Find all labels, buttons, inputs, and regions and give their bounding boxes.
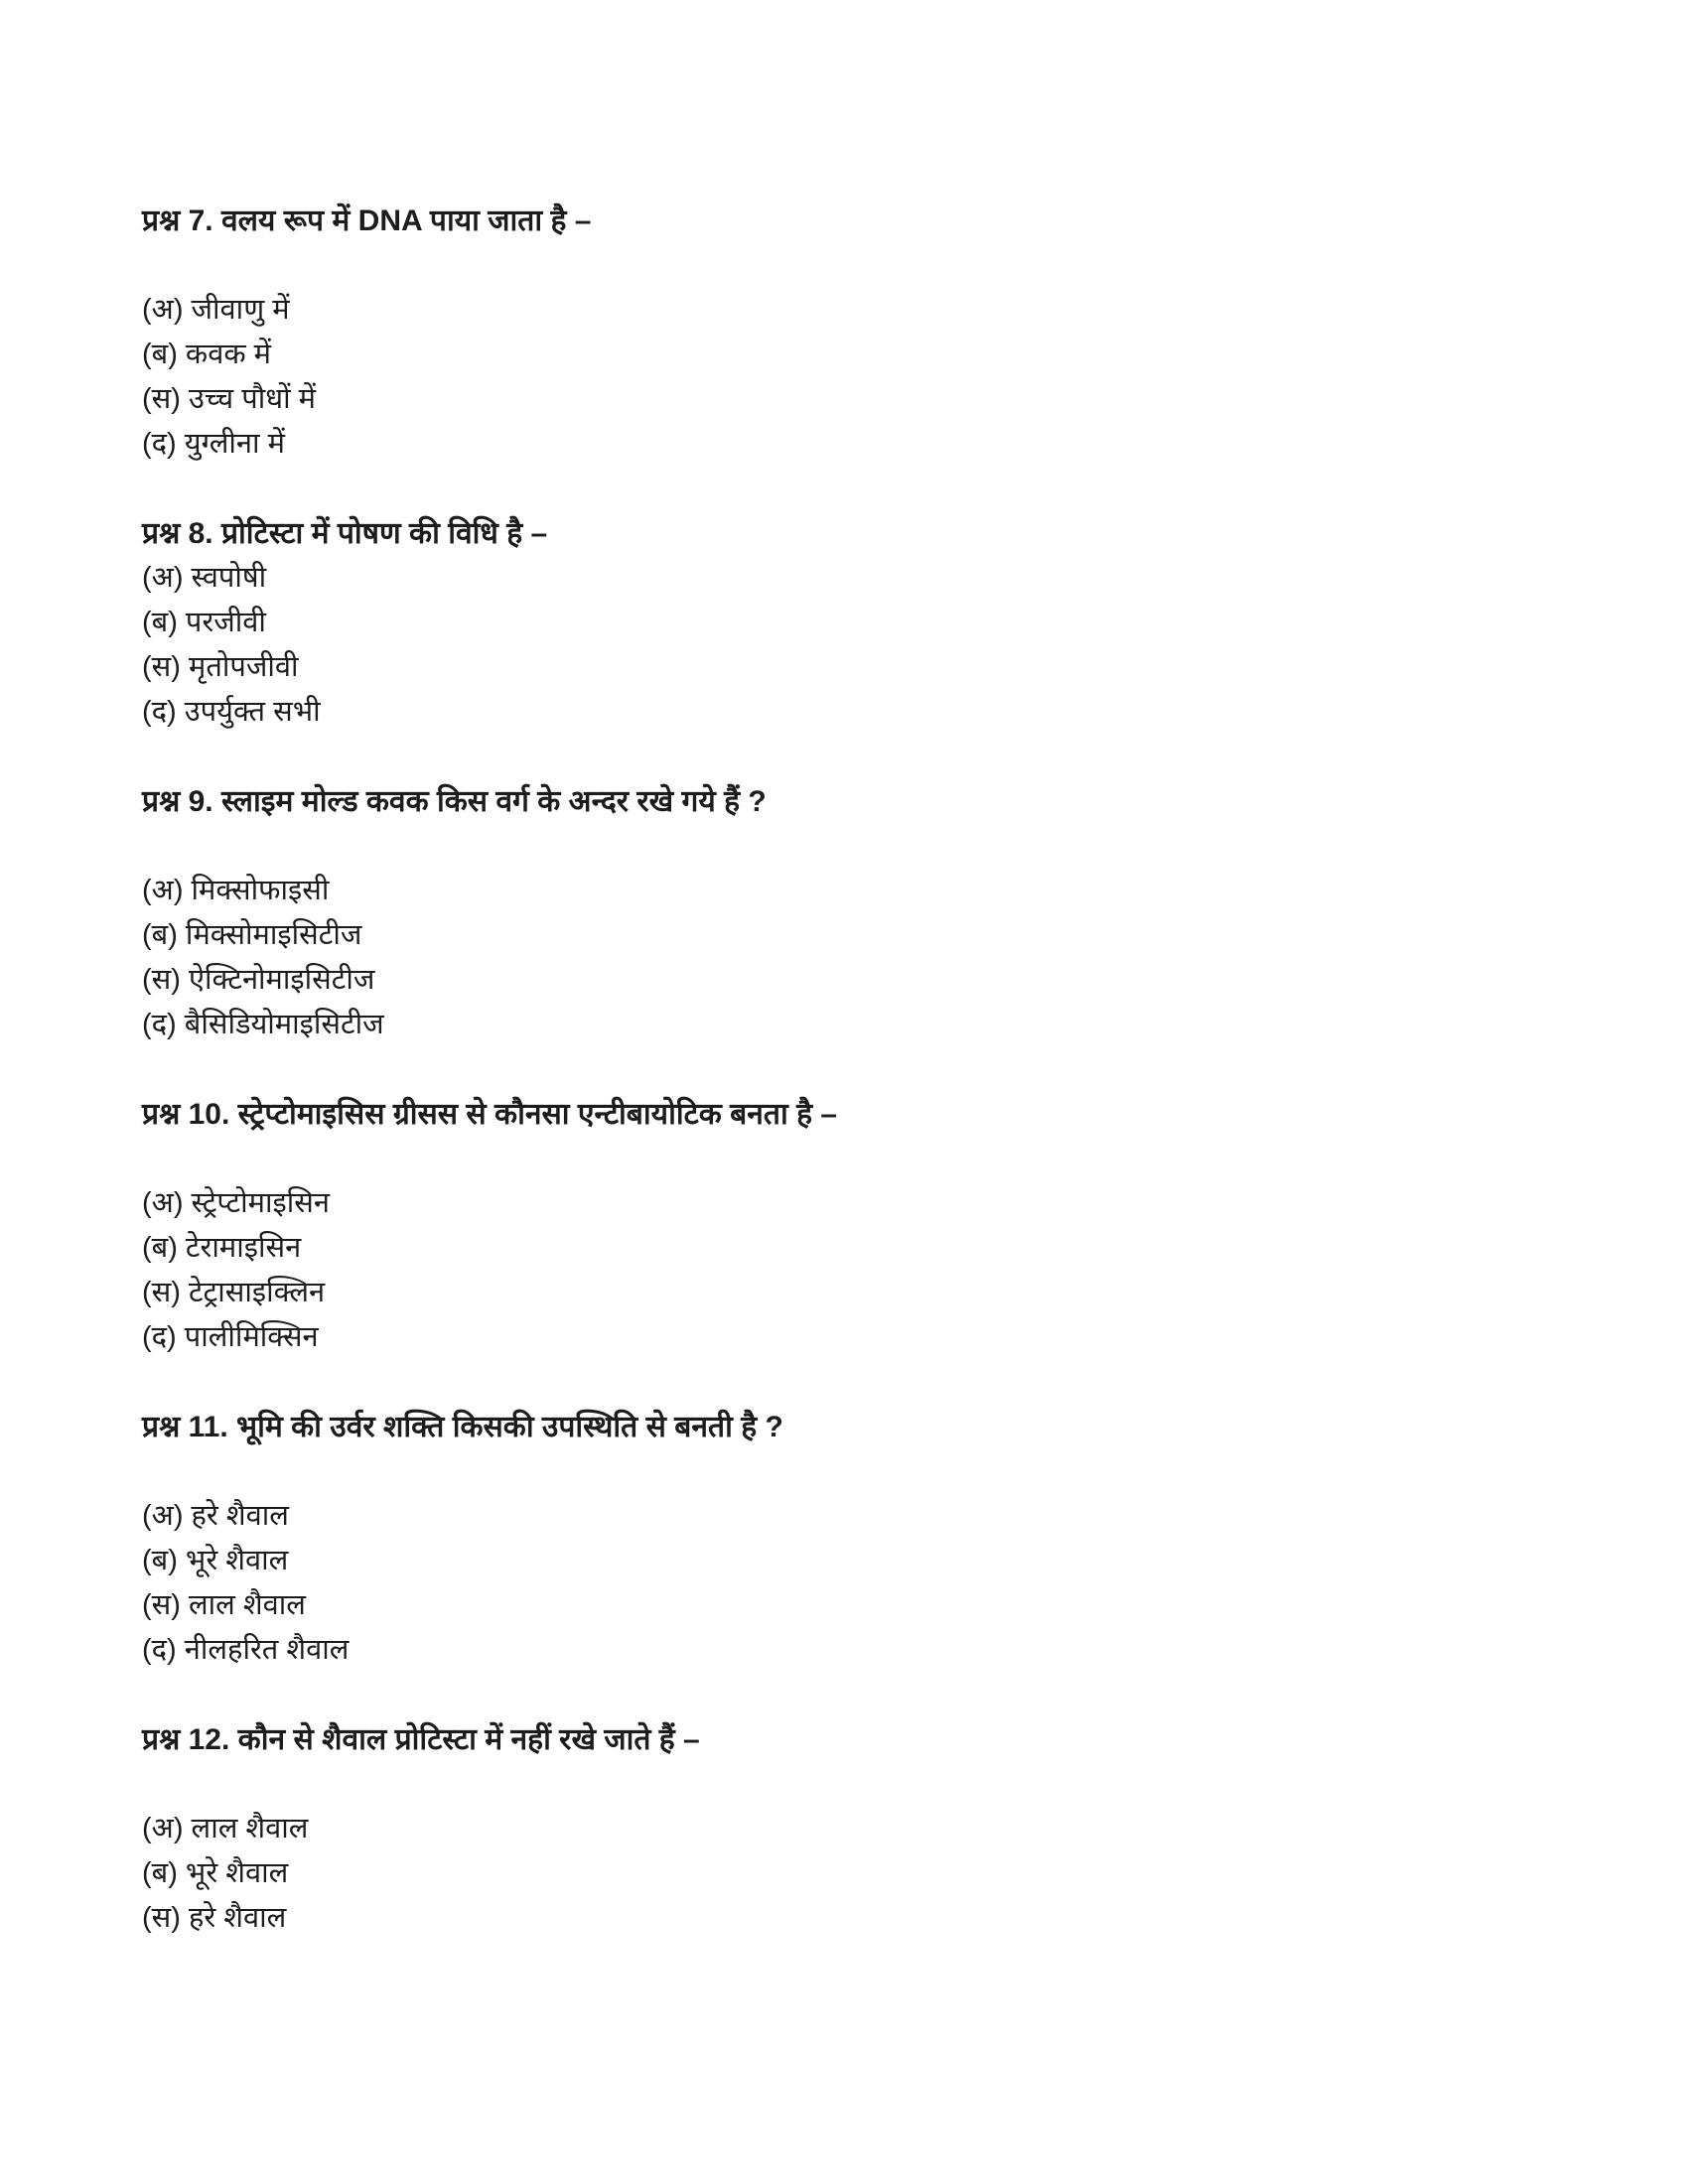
question-8-option-a: (अ) स्वपोषी	[142, 562, 267, 594]
question-9-heading: प्रश्न 9. स्लाइम मोल्ड कवक किस वर्ग के अन्दर रखे गये हैं ?	[142, 785, 767, 818]
question-10-option-a: (अ) स्ट्रेप्टोमाइसिन	[142, 1187, 330, 1219]
question-10-heading: प्रश्न 10. स्ट्रेप्टोमाइसिस ग्रीसस से कौनसा एन्टीबायोटिक बनता है –	[142, 1098, 838, 1131]
question-block-9	[142, 779, 1569, 1047]
question-11-heading: प्रश्न 11. भूमि की उर्वर शक्ति किसकी उपस्थिति से बनती है ?	[142, 1411, 783, 1443]
question-12-heading: प्रश्न 12. कौन से शैवाल प्रोटिस्टा में नहीं रखे जाते हैं –	[142, 1723, 700, 1756]
question-10-option-d: (द) पालीमिक्सिन	[142, 1321, 319, 1353]
spacer	[142, 1360, 1569, 1405]
question-10-option-b: (ब) टेरामाइसिन	[142, 1232, 302, 1264]
question-block-12	[142, 1717, 1569, 1941]
question-7-option-s: (स) उच्च पौधों में	[142, 383, 317, 415]
spacer	[142, 735, 1569, 779]
question-block-11	[142, 1405, 1569, 1673]
question-9-option-s: (स) ऐक्टिनोमाइसिटीज	[142, 964, 375, 996]
question-11-option-a: (अ) हरे शैवाल	[142, 1500, 289, 1532]
question-11-option-b: (ब) भूरे शैवाल	[142, 1545, 289, 1576]
spacer	[142, 824, 1569, 869]
spacer	[142, 243, 1569, 288]
question-block-7	[142, 199, 1569, 467]
question-9-option-a: (अ) मिक्सोफाइसी	[142, 875, 330, 906]
question-8-heading: प्रश्न 8. प्रोटिस्टा में पोषण की विधि है –	[142, 517, 548, 550]
question-12-option-s: (स) हरे शैवाल	[142, 1902, 287, 1934]
question-11-option-d: (द) नीलहरित शैवाल	[142, 1634, 350, 1666]
question-9-option-d: (द) बैसिडियोमाइसिटीज	[142, 1009, 384, 1040]
question-9-option-b: (ब) मिक्सोमाइसिटीज	[142, 919, 362, 951]
spacer	[142, 1449, 1569, 1494]
question-8-option-d: (द) उपर्युक्त सभी	[142, 696, 321, 728]
question-block-8	[142, 511, 1569, 735]
question-12-option-a: (अ) लाल शैवाल	[142, 1813, 309, 1844]
question-11-option-s: (स) लाल शैवाल	[142, 1589, 306, 1621]
question-7-option-d: (द) युग्लीना में	[142, 428, 285, 460]
spacer	[142, 1673, 1569, 1717]
question-block-10	[142, 1092, 1569, 1360]
spacer	[142, 1137, 1569, 1181]
spacer	[142, 1762, 1569, 1807]
question-7-heading: प्रश्न 7. वलय रूप में DNA पाया जाता है –	[142, 205, 592, 237]
question-10-option-s: (स) टेट्रासाइक्लिन	[142, 1277, 326, 1308]
question-8-option-b: (ब) परजीवी	[142, 607, 266, 638]
question-8-option-s: (स) मृतोपजीवी	[142, 651, 299, 683]
spacer	[142, 467, 1569, 511]
spacer	[142, 1047, 1569, 1092]
question-7-option-b: (ब) कवक में	[142, 339, 271, 370]
question-12-option-b: (ब) भूरे शैवाल	[142, 1857, 289, 1889]
question-7-option-a: (अ) जीवाणु में	[142, 294, 290, 326]
